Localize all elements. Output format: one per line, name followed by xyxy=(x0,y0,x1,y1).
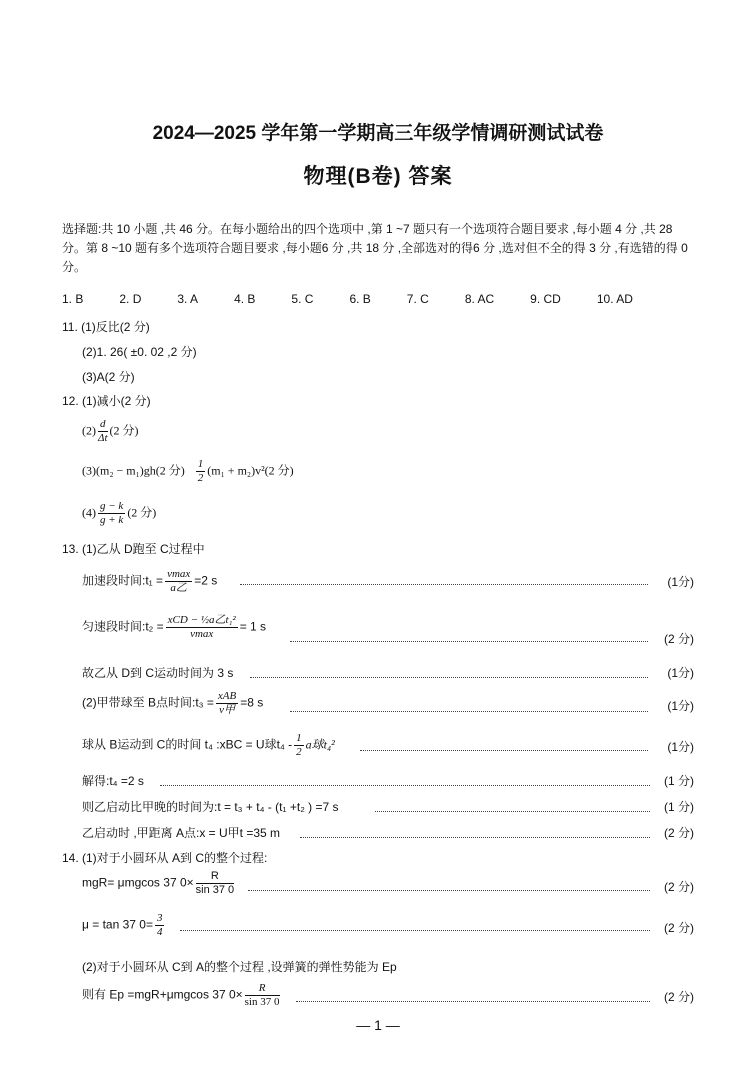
q13-ball-b-to-c-score: (1分) xyxy=(667,740,694,754)
q13-solve-t4: 解得:t₄ =2 s xyxy=(82,774,144,788)
q12-part4 xyxy=(82,500,156,527)
q13-ball-to-b-label: (2)甲带球至 B点时间:t₃ = xyxy=(82,695,214,710)
fraction-denominator: sin 37 0 xyxy=(195,884,235,896)
q14-mu-fraction xyxy=(155,912,165,939)
fraction-numerator: R xyxy=(196,870,235,884)
q14-mu-score: (2 分) xyxy=(663,921,694,935)
leader-dots xyxy=(250,676,648,678)
q14-energy-eq-label: mgR= μmgcos 37 0× xyxy=(82,875,194,890)
leader-dots xyxy=(290,710,648,712)
q13-heading: 13. (1)乙从 D跑至 C过程中 xyxy=(62,542,205,556)
fraction-numerator: d xyxy=(98,418,108,432)
fraction-denominator: vmax xyxy=(190,628,214,640)
q13-uniform-fraction xyxy=(166,614,238,641)
q13-ball-b-to-c xyxy=(82,732,335,759)
q13-total-score: (1分) xyxy=(667,666,694,680)
q12-part4-fraction xyxy=(98,500,125,527)
leader-dots xyxy=(296,1000,650,1002)
q12-part4-score: (2 分) xyxy=(127,505,157,520)
q13-ball-to-b-score: (1分) xyxy=(667,699,694,713)
q13-distance-score: (2 分) xyxy=(663,826,694,840)
mc-answer: 3. A xyxy=(177,292,199,306)
mc-answer: 1. B xyxy=(62,292,84,306)
q12-part2-score: (2 分) xyxy=(109,423,139,438)
q13-accel-label: 加速段时间:t₁ = xyxy=(82,573,164,588)
q14-elastic-energy-label: 则有 Ep =mgR+μmgcos 37 0× xyxy=(82,987,243,1002)
exam-title: 2024—2025 学年第一学期高三年级学情调研测试试卷 xyxy=(152,123,604,144)
mc-answer: 5. C xyxy=(291,292,314,306)
q12-part2-fraction xyxy=(98,418,108,445)
leader-dots xyxy=(160,784,650,786)
q13-accel-result: =2 s xyxy=(194,573,218,588)
q14-heading: 14. (1)对于小圆环从 A到 C的整个过程: xyxy=(62,851,268,865)
q14-elastic-energy xyxy=(82,982,282,1009)
leader-dots xyxy=(375,810,650,812)
q13-total-time: 故乙从 D到 C运动时间为 3 s xyxy=(82,666,234,680)
mc-answer: 2. D xyxy=(119,292,142,306)
q12-part3-text: (3)(m₂ − m₁)gh(2 分) xyxy=(82,463,185,478)
leader-dots xyxy=(360,749,648,751)
q13-ball-to-b-fraction xyxy=(216,690,238,717)
q14-energy-eq-fraction xyxy=(196,870,235,897)
q11-part2: (2)1. 26( ±0. 02 ,2 分) xyxy=(82,345,197,359)
q13-uniform-label: 匀速段时间:t₂ = xyxy=(82,619,164,634)
mc-answer: 7. C xyxy=(406,292,429,306)
fraction-denominator: 2 xyxy=(296,746,302,758)
q13-uniform-time xyxy=(82,614,266,641)
q13-ball-b-to-c-text: 球从 B运动到 C的时间 t₄ :xBC = U球t₄ - xyxy=(82,737,293,752)
q11-part3: (3)A(2 分) xyxy=(82,370,135,384)
fraction-numerator: xCD − ½a乙t₁² xyxy=(167,614,236,626)
q14-part2-intro: (2)对于小圆环从 C到 A的整个过程 ,设弹簧的弹性势能为 Ep xyxy=(82,960,397,974)
q12-part2 xyxy=(82,418,139,445)
leader-dots xyxy=(300,836,650,838)
fraction-denominator: sin 37 0 xyxy=(244,996,280,1008)
q13-accel-time xyxy=(82,568,217,595)
fraction-denominator: a乙 xyxy=(170,582,187,594)
q13-uniform-result: = 1 s xyxy=(239,619,267,634)
q14-energy-eq-score: (2 分) xyxy=(663,880,694,894)
mc-answer-list xyxy=(62,292,633,306)
q13-ball-b-to-c-half xyxy=(294,732,304,759)
fraction-denominator: Δt xyxy=(98,432,108,444)
q12-part1: 12. (1)减小(2 分) xyxy=(62,394,151,408)
mc-answer: 8. AC xyxy=(464,292,495,306)
q12-part3 xyxy=(82,458,294,485)
q13-ball-b-to-c-tail: a球t₄² xyxy=(305,737,335,752)
q13-solve-t4-score: (1 分) xyxy=(663,774,694,788)
q11-part1: 11. (1)反比(2 分) xyxy=(62,320,150,334)
fraction-numerator: g − k xyxy=(100,500,124,512)
leader-dots xyxy=(248,889,650,891)
fraction-denominator: 4 xyxy=(156,926,163,938)
q14-mu-label: μ = tan 37 0= xyxy=(82,917,153,932)
q14-energy-eq xyxy=(82,870,236,897)
q13-accel-score: (1分) xyxy=(667,575,694,589)
fraction-numerator: xAB xyxy=(217,690,237,702)
q14-elastic-energy-fraction xyxy=(245,982,280,1009)
q13-delay-score: (1 分) xyxy=(663,800,694,814)
fraction-numerator: 1 xyxy=(197,458,204,470)
mc-answer: 10. AD xyxy=(596,292,633,306)
page-number: — 1 — xyxy=(356,1017,400,1033)
leader-dots xyxy=(240,583,648,585)
q12-part3-half xyxy=(196,458,206,485)
fraction-denominator: g + k xyxy=(100,514,124,526)
leader-dots xyxy=(180,929,650,931)
q13-uniform-score: (2 分) xyxy=(663,632,694,646)
mc-answer: 4. B xyxy=(234,292,256,306)
q12-part2-label: (2) xyxy=(82,423,96,438)
q12-part4-label: (4) xyxy=(82,505,96,520)
fraction-denominator: 2 xyxy=(197,472,204,484)
fraction-numerator: vmax xyxy=(167,568,191,580)
q13-delay-time: 则乙启动比甲晚的时间为:t = t₃ + t₄ - (t₁ +t₂ ) =7 s xyxy=(82,800,339,814)
q13-distance: 乙启动时 ,甲距离 A点:x = U甲t =35 m xyxy=(82,826,281,840)
fraction-numerator: R xyxy=(245,982,280,996)
q12-part3-rest: (m₁ + m₂)v²(2 分) xyxy=(207,463,294,478)
q13-accel-fraction xyxy=(165,568,192,595)
mc-instructions: 选择题:共 10 小题 ,共 46 分。在每小题给出的四个选项中 ,第 1 ~7 题只有一个选项符合题目要求 ,每小题 4 分 ,共 28 分。第 8 ~10 题有多个选项符合题目要求 ,每小题6 分 ,共 18 分 ,全部选对的得6 分 ,选对但不全的得 3 分 ,有选错的得 0 分。 xyxy=(62,222,688,274)
fraction-numerator: 1 xyxy=(296,732,302,744)
fraction-denominator: v甲 xyxy=(219,704,236,716)
mc-answer: 9. CD xyxy=(530,292,561,306)
mc-answer: 6. B xyxy=(349,292,371,306)
answer-subtitle: 物理(B卷) 答案 xyxy=(303,165,453,188)
q14-mu xyxy=(82,912,166,939)
q13-ball-to-b xyxy=(82,690,263,717)
q13-ball-to-b-result: =8 s xyxy=(240,695,264,710)
leader-dots xyxy=(290,640,648,642)
q14-elastic-energy-score: (2 分) xyxy=(663,990,694,1004)
fraction-numerator: 3 xyxy=(156,912,163,924)
